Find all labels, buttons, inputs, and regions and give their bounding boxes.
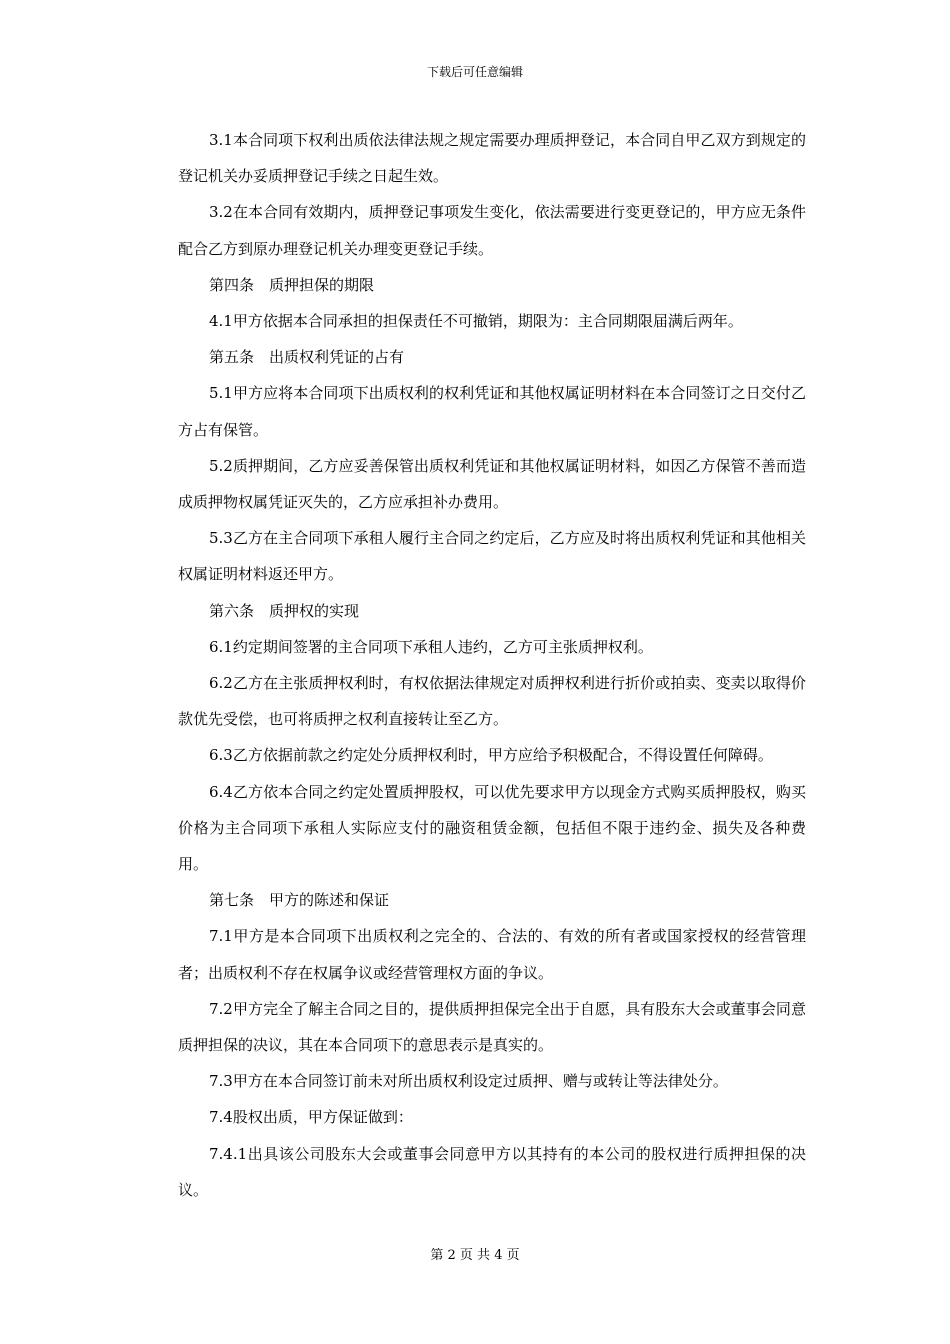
clause-6-3: 6.3乙方依据前款之约定处分质押权利时，甲方应给予积极配合，不得设置任何障碍。 <box>209 746 773 765</box>
clause-6-1: 6.1约定期间签署的主合同项下承租人违约，乙方可主张质押权利。 <box>209 637 653 656</box>
clause-5-2: 5.2质押期间，乙方应妥善保管出质权利凭证和其他权属证明材料，如因乙方保管不善而造成质押物权属凭证灭失的，乙方应承担补办费用。 <box>178 456 806 512</box>
clause-6-2: 6.2乙方在主张质押权利时，有权依据法律规定对质押权利进行折价或拍卖、变卖以取得价款优先受偿，也可将质押之权利直接转让至乙方。 <box>178 674 806 729</box>
clause-3-2: 3.2在本合同有效期内，质押登记事项发生变化，依法需要进行变更登记的，甲方应无条件配合乙方到原办理登记机关办理变更登记手续。 <box>178 203 806 258</box>
article-5-heading: 第五条 出质权利凭证的占有 <box>209 348 405 367</box>
article-4-heading: 第四条 质押担保的期限 <box>209 275 375 294</box>
clause-7-1: 7.1甲方是本合同项下出质权利之完全的、合法的、有效的所有者或国家授权的经营管理者；出质权利不存在权属争议或经营管理权方面的争议。 <box>178 927 806 982</box>
clause-5-3: 5.3乙方在主合同项下承租人履行主合同之约定后，乙方应及时将出质权利凭证和其他相关权属证明材料返还甲方。 <box>178 529 806 584</box>
clause-4-1: 4.1甲方依据本合同承担的担保责任不可撤销，期限为：主合同期限届满后两年。 <box>209 312 743 331</box>
clause-6-4: 6.4乙方依本合同之约定处置质押股权，可以优先要求甲方以现金方式购买质押股权，购买价格为主合同项下承租人实际应支付的融资租赁金额，包括但不限于违约金、损失及各种费用。 <box>178 782 806 874</box>
clause-7-3: 7.3甲方在本合同签订前未对所出质权利设定过质押、赠与或转让等法律处分。 <box>209 1072 728 1091</box>
page-number: 第 2 页 共 4 页 <box>430 1248 520 1263</box>
page-header: 下载后可任意编辑 <box>426 65 523 79</box>
clause-5-1: 5.1甲方应将本合同项下出质权利的权利凭证和其他权属证明材料在本合同签订之日交付乙方占有保管。 <box>178 384 806 439</box>
document-body <box>178 122 806 1208</box>
clause-3-1: 3.1本合同项下权利出质依法律法规之规定需要办理质押登记，本合同自甲乙双方到规定的登记机关办妥质押登记手续之日起生效。 <box>178 131 806 186</box>
clause-7-2: 7.2甲方完全了解主合同之目的，提供质押担保完全出于自愿，具有股东大会或董事会同意质押担保的决议，其在本合同项下的意思表示是真实的。 <box>178 999 806 1055</box>
clause-7-4-1: 7.4.1出具该公司股东大会或董事会同意甲方以其持有的本公司的股权进行质押担保的决议。 <box>178 1144 806 1199</box>
article-7-heading: 第七条 甲方的陈述和保证 <box>209 891 390 910</box>
article-6-heading: 第六条 质押权的实现 <box>209 601 360 620</box>
clause-7-4: 7.4股权出质，甲方保证做到： <box>209 1108 413 1127</box>
